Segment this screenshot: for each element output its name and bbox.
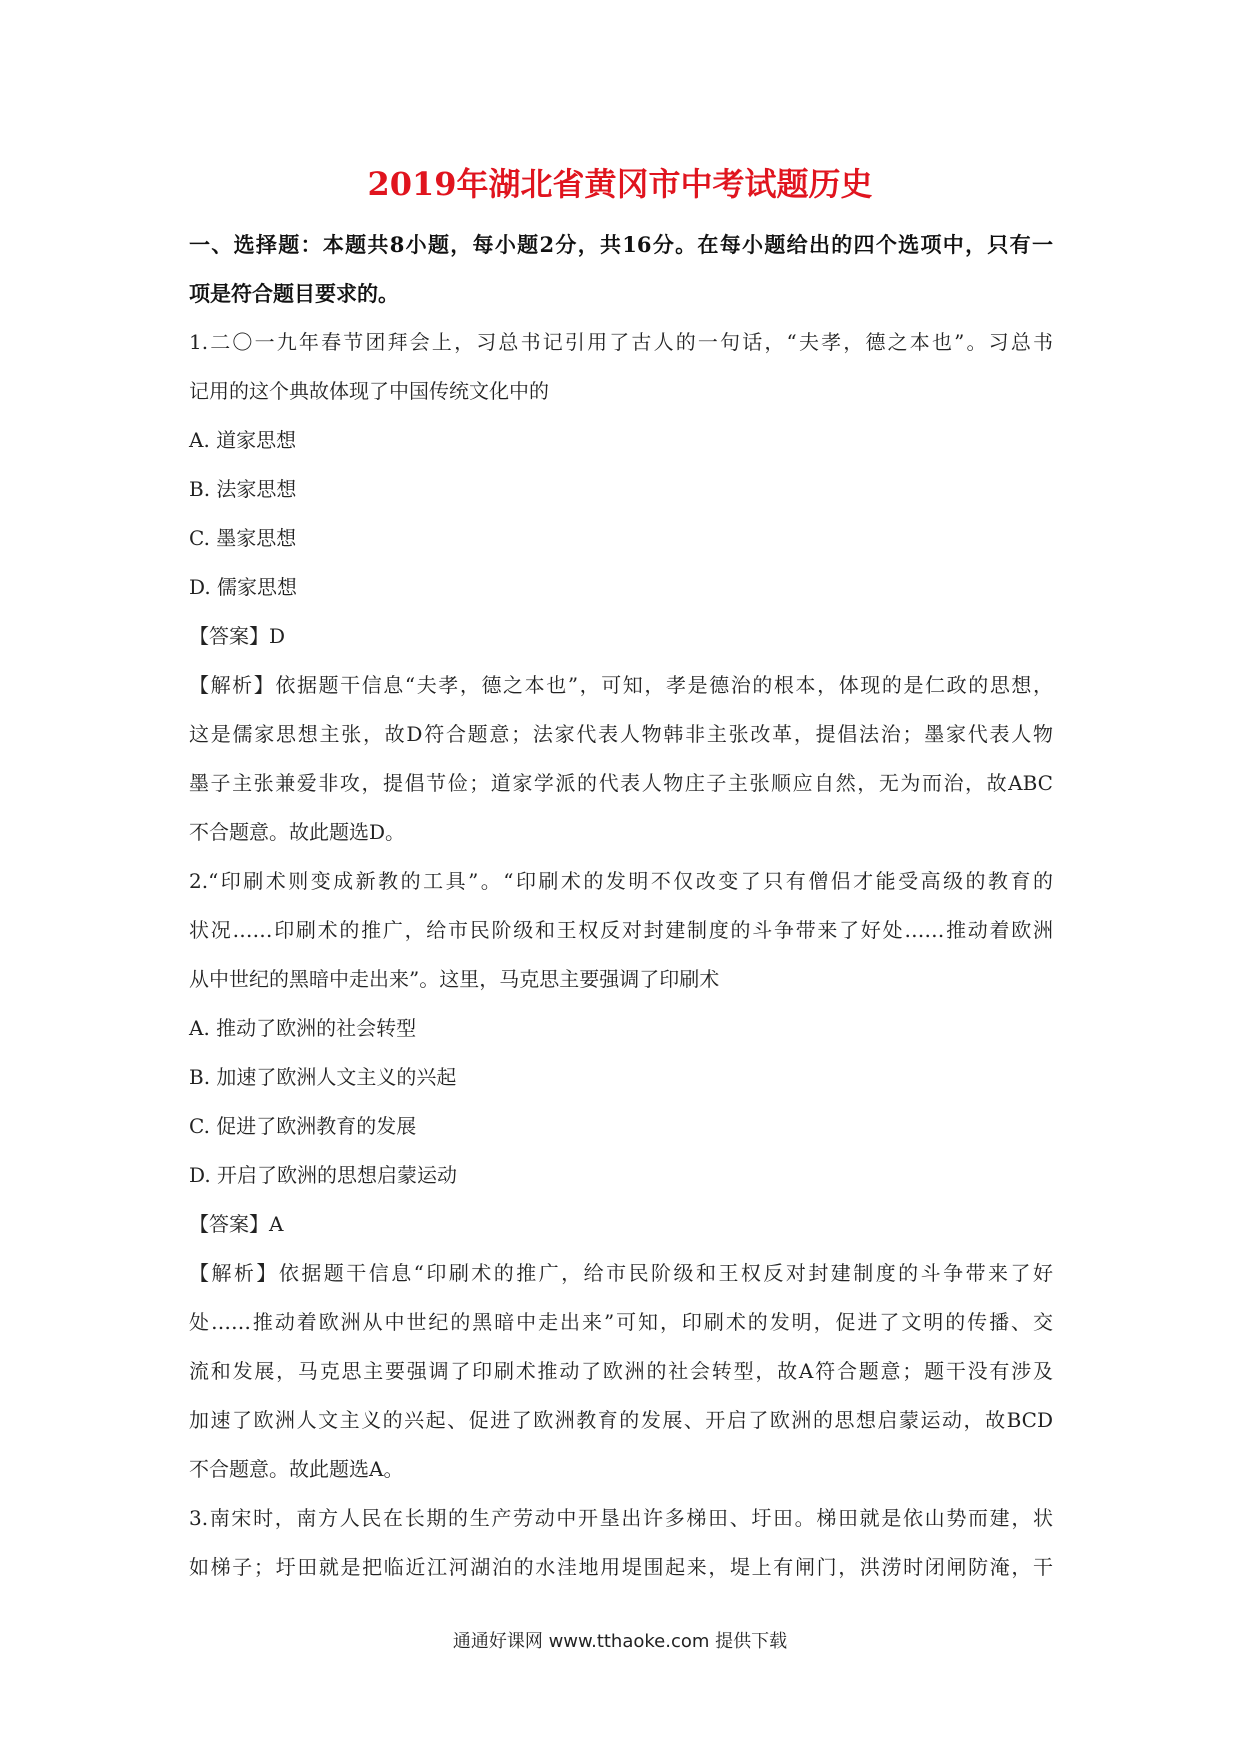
text-line: 【答案】D [189, 624, 286, 648]
text-line: 1.二〇一九年春节团拜会上，习总书记引用了古人的一句话，“夫孝，德之本也”。习总书 [189, 330, 1053, 354]
text-line: 不合题意。故此题选A。 [189, 1457, 404, 1481]
text-line: 处……推动着欧洲从中世纪的黑暗中走出来”可知，印刷术的发明，促进了文明的传播、交 [189, 1310, 1053, 1334]
text-line: 项是符合题目要求的。 [189, 281, 399, 306]
text-line: A. 推动了欧洲的社会转型 [189, 1016, 417, 1040]
footer-watermark: 通通好课网 www.tthaoke.com 提供下载 [452, 1631, 788, 1652]
text-line: 记用的这个典故体现了中国传统文化中的 [189, 379, 549, 403]
text-line: 一、选择题：本题共8小题，每小题2分，共16分。在每小题给出的四个选项中，只有一 [189, 232, 1053, 257]
text-line: 【解析】依据题干信息“印刷术的推广，给市民阶级和王权反对封建制度的斗争带来了好 [189, 1261, 1053, 1285]
text-line: 如梯子；圩田就是把临近江河湖泊的水洼地用堤围起来，堤上有闸门，洪涝时闭闸防淹，干 [189, 1555, 1053, 1579]
text-line: 从中世纪的黑暗中走出来”。这里，马克思主要强调了印刷术 [189, 967, 720, 991]
text-line: 流和发展，马克思主要强调了印刷术推动了欧洲的社会转型，故A符合题意；题干没有涉及 [189, 1359, 1053, 1383]
text-line: B. 法家思想 [189, 477, 297, 501]
text-line: 加速了欧洲人文主义的兴起、促进了欧洲教育的发展、开启了欧洲的思想启蒙运动，故BCD [189, 1408, 1053, 1432]
document-title: 2019年湖北省黄冈市中考试题历史 [367, 165, 873, 203]
text-line: 2.“印刷术则变成新教的工具”。“印刷术的发明不仅改变了只有僧侣才能受高级的教育的 [189, 869, 1053, 893]
text-line: A. 道家思想 [189, 428, 297, 452]
text-line: 这是儒家思想主张，故D符合题意；法家代表人物韩非主张改革，提倡法治；墨家代表人物 [189, 722, 1053, 746]
text-line: 【解析】依据题干信息“夫孝，德之本也”，可知，孝是德治的根本，体现的是仁政的思想， [189, 673, 1053, 697]
text-line: 状况……印刷术的推广，给市民阶级和王权反对封建制度的斗争带来了好处……推动着欧洲 [189, 918, 1053, 942]
text-line: 3.南宋时，南方人民在长期的生产劳动中开垦出许多梯田、圩田。梯田就是依山势而建，状 [189, 1506, 1053, 1530]
text-line: 墨子主张兼爱非攻，提倡节俭；道家学派的代表人物庄子主张顺应自然，无为而治，故ABC [189, 771, 1053, 795]
text-line: D. 儒家思想 [189, 575, 298, 599]
text-line: 【答案】A [189, 1212, 284, 1236]
text-line: C. 墨家思想 [189, 526, 297, 550]
text-line: B. 加速了欧洲人文主义的兴起 [189, 1065, 457, 1089]
document-body [189, 220, 1053, 1592]
text-line: D. 开启了欧洲的思想启蒙运动 [189, 1163, 458, 1187]
text-line: 不合题意。故此题选D。 [189, 820, 406, 844]
text-line: C. 促进了欧洲教育的发展 [189, 1114, 417, 1138]
